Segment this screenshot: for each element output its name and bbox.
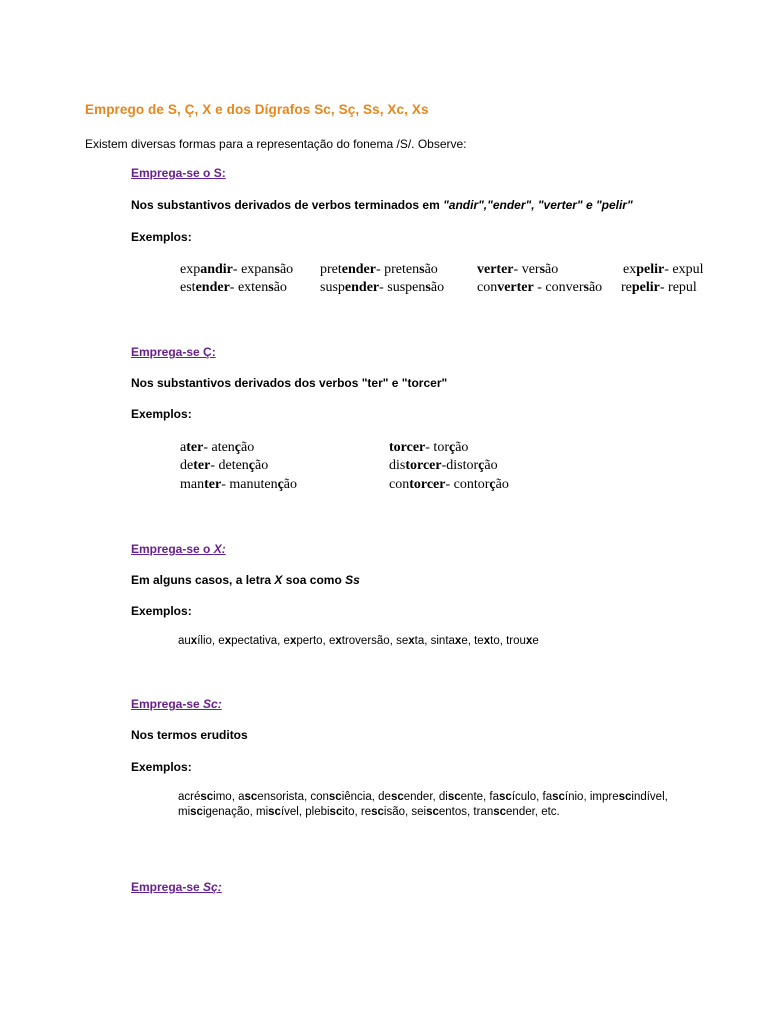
examples-list-x: auxílio, expectativa, experto, extroversão, sexta, sintaxe, texto, trouxe <box>178 635 539 647</box>
rule-s <box>131 198 633 212</box>
example-word: verter- versão <box>477 262 559 277</box>
example-word: converter - conversão <box>477 280 603 295</box>
heading-letter: S: <box>213 166 226 180</box>
rule-terms: "andir","ender", "verter" e "pelir" <box>443 198 633 212</box>
rule-letter: X <box>274 573 283 587</box>
example-word: distorcer-distorção <box>389 458 498 473</box>
heading-prefix: Emprega-se o <box>131 542 214 556</box>
page-title: Emprego de S, Ç, X e dos Dígrafos Sc, Sç, Ss, Xc, Xs <box>85 102 429 117</box>
rule-sc: Nos termos eruditos <box>131 728 248 742</box>
heading-prefix: Emprega-se <box>131 345 204 359</box>
example-word: repelir- repul <box>621 280 697 295</box>
heading-letter: Sç: <box>203 880 222 894</box>
example-word: estender- extensão <box>180 280 287 295</box>
section-heading-x[interactable] <box>131 542 226 556</box>
examples-label: Exemplos: <box>131 230 192 244</box>
rule-x <box>131 573 360 587</box>
example-word: contorcer- contorção <box>389 477 509 492</box>
examples-label: Exemplos: <box>131 760 192 774</box>
example-word: suspender- suspensão <box>320 280 445 295</box>
section-heading-s[interactable] <box>131 166 226 180</box>
example-word: pretender- pretensão <box>320 262 438 277</box>
heading-letter: X: <box>213 542 226 556</box>
rule-suffix: Ss <box>345 573 360 587</box>
examples-list-sc: acréscimo, ascensorista, consciência, descender, discente, fascículo, fascínio, imprescindível, miscigenação, miscível, plebiscito, rescisão, seiscentos, transcender, etc. <box>178 791 668 818</box>
example-word: expandir- expansão <box>180 262 294 277</box>
example-word: ater- atenção <box>180 440 255 455</box>
example-word: deter- detenção <box>180 458 269 473</box>
section-heading-c-cedilla[interactable] <box>131 345 216 359</box>
heading-letter: Ç: <box>203 345 216 359</box>
examples-label: Exemplos: <box>131 407 192 421</box>
rule-middle: soa como <box>282 573 346 587</box>
heading-prefix: Emprega-se o <box>131 166 214 180</box>
rule-prefix: Em alguns casos, a letra <box>131 573 275 587</box>
example-word: expelir- expul <box>623 262 704 277</box>
section-heading-sc[interactable] <box>131 697 222 711</box>
intro-text: Existem diversas formas para a representação do fonema /S/. Observe: <box>85 137 467 151</box>
example-word: torcer- torção <box>389 440 469 455</box>
heading-prefix: Emprega-se <box>131 697 204 711</box>
examples-label: Exemplos: <box>131 604 192 618</box>
rule-prefix: Nos substantivos derivados de verbos terminados em <box>131 198 444 212</box>
example-word: manter- manutenção <box>180 477 298 492</box>
heading-letter: Sc: <box>203 697 222 711</box>
section-heading-s-c-cedilla[interactable] <box>131 880 222 894</box>
heading-prefix: Emprega-se <box>131 880 204 894</box>
rule-c-cedilla: Nos substantivos derivados dos verbos "ter" e "torcer" <box>131 376 448 390</box>
